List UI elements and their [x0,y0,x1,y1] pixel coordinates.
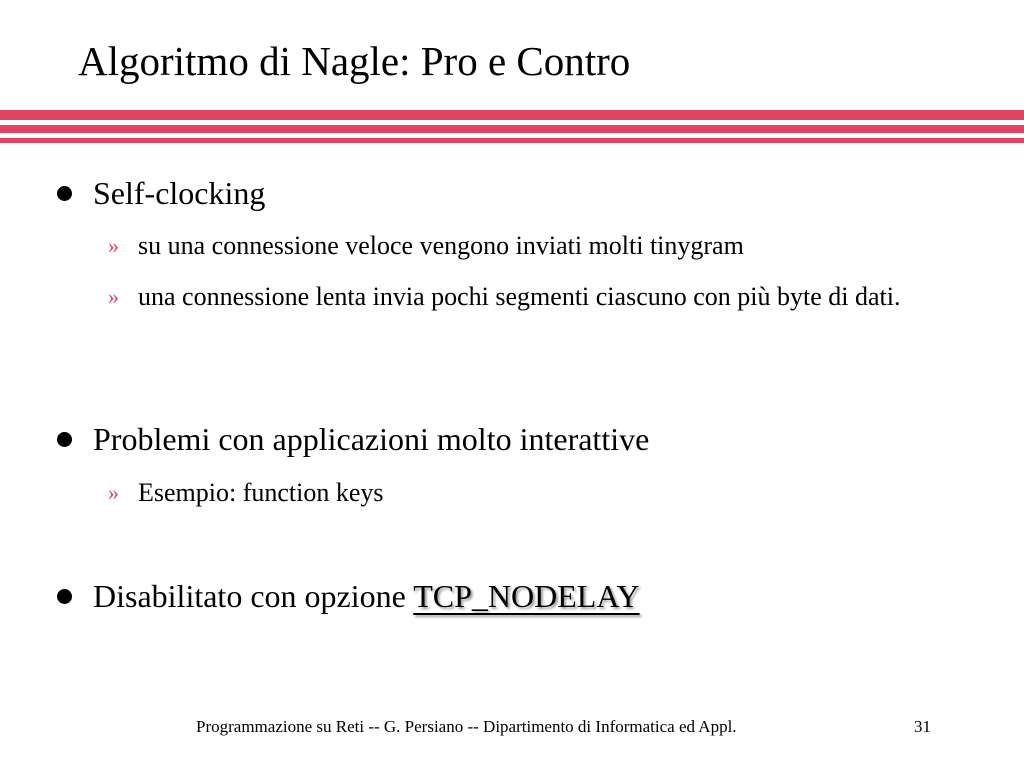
bullet-text: Self-clocking [93,175,266,211]
bullet-dot-icon [57,186,72,201]
sub-bullet-text: una connessione lenta invia pochi segmenti ciascuno con più byte di dati. [138,282,901,311]
bullet-dot-icon [57,589,72,604]
bullet-text [93,578,640,614]
title-divider-stripe [0,138,1024,143]
sub-bullet-marker-icon: » [108,233,119,258]
footer-text: Programmazione su Reti -- G. Persiano -- Dipartimento di Informatica ed Appl. [196,717,737,736]
sub-bullet-marker-icon: » [108,284,119,309]
bullet-text: Problemi con applicazioni molto interattive [93,421,650,457]
sub-bullet-marker-icon: » [108,480,119,505]
sub-bullet-text: su una connessione veloce vengono inviati molti tinygram [138,231,744,260]
slide-title: Algoritmo di Nagle: Pro e Contro [78,38,631,84]
title-divider-stripe [0,125,1024,133]
page-number: 31 [914,717,931,736]
tcp-nodelay-option: TCP_NODELAY [413,578,640,614]
bullet-dot-icon [57,432,72,447]
title-divider-stripe [0,110,1024,120]
bullet-text-prefix: Disabilitato con opzione [93,578,414,614]
sub-bullet-text: Esempio: function keys [138,478,384,507]
